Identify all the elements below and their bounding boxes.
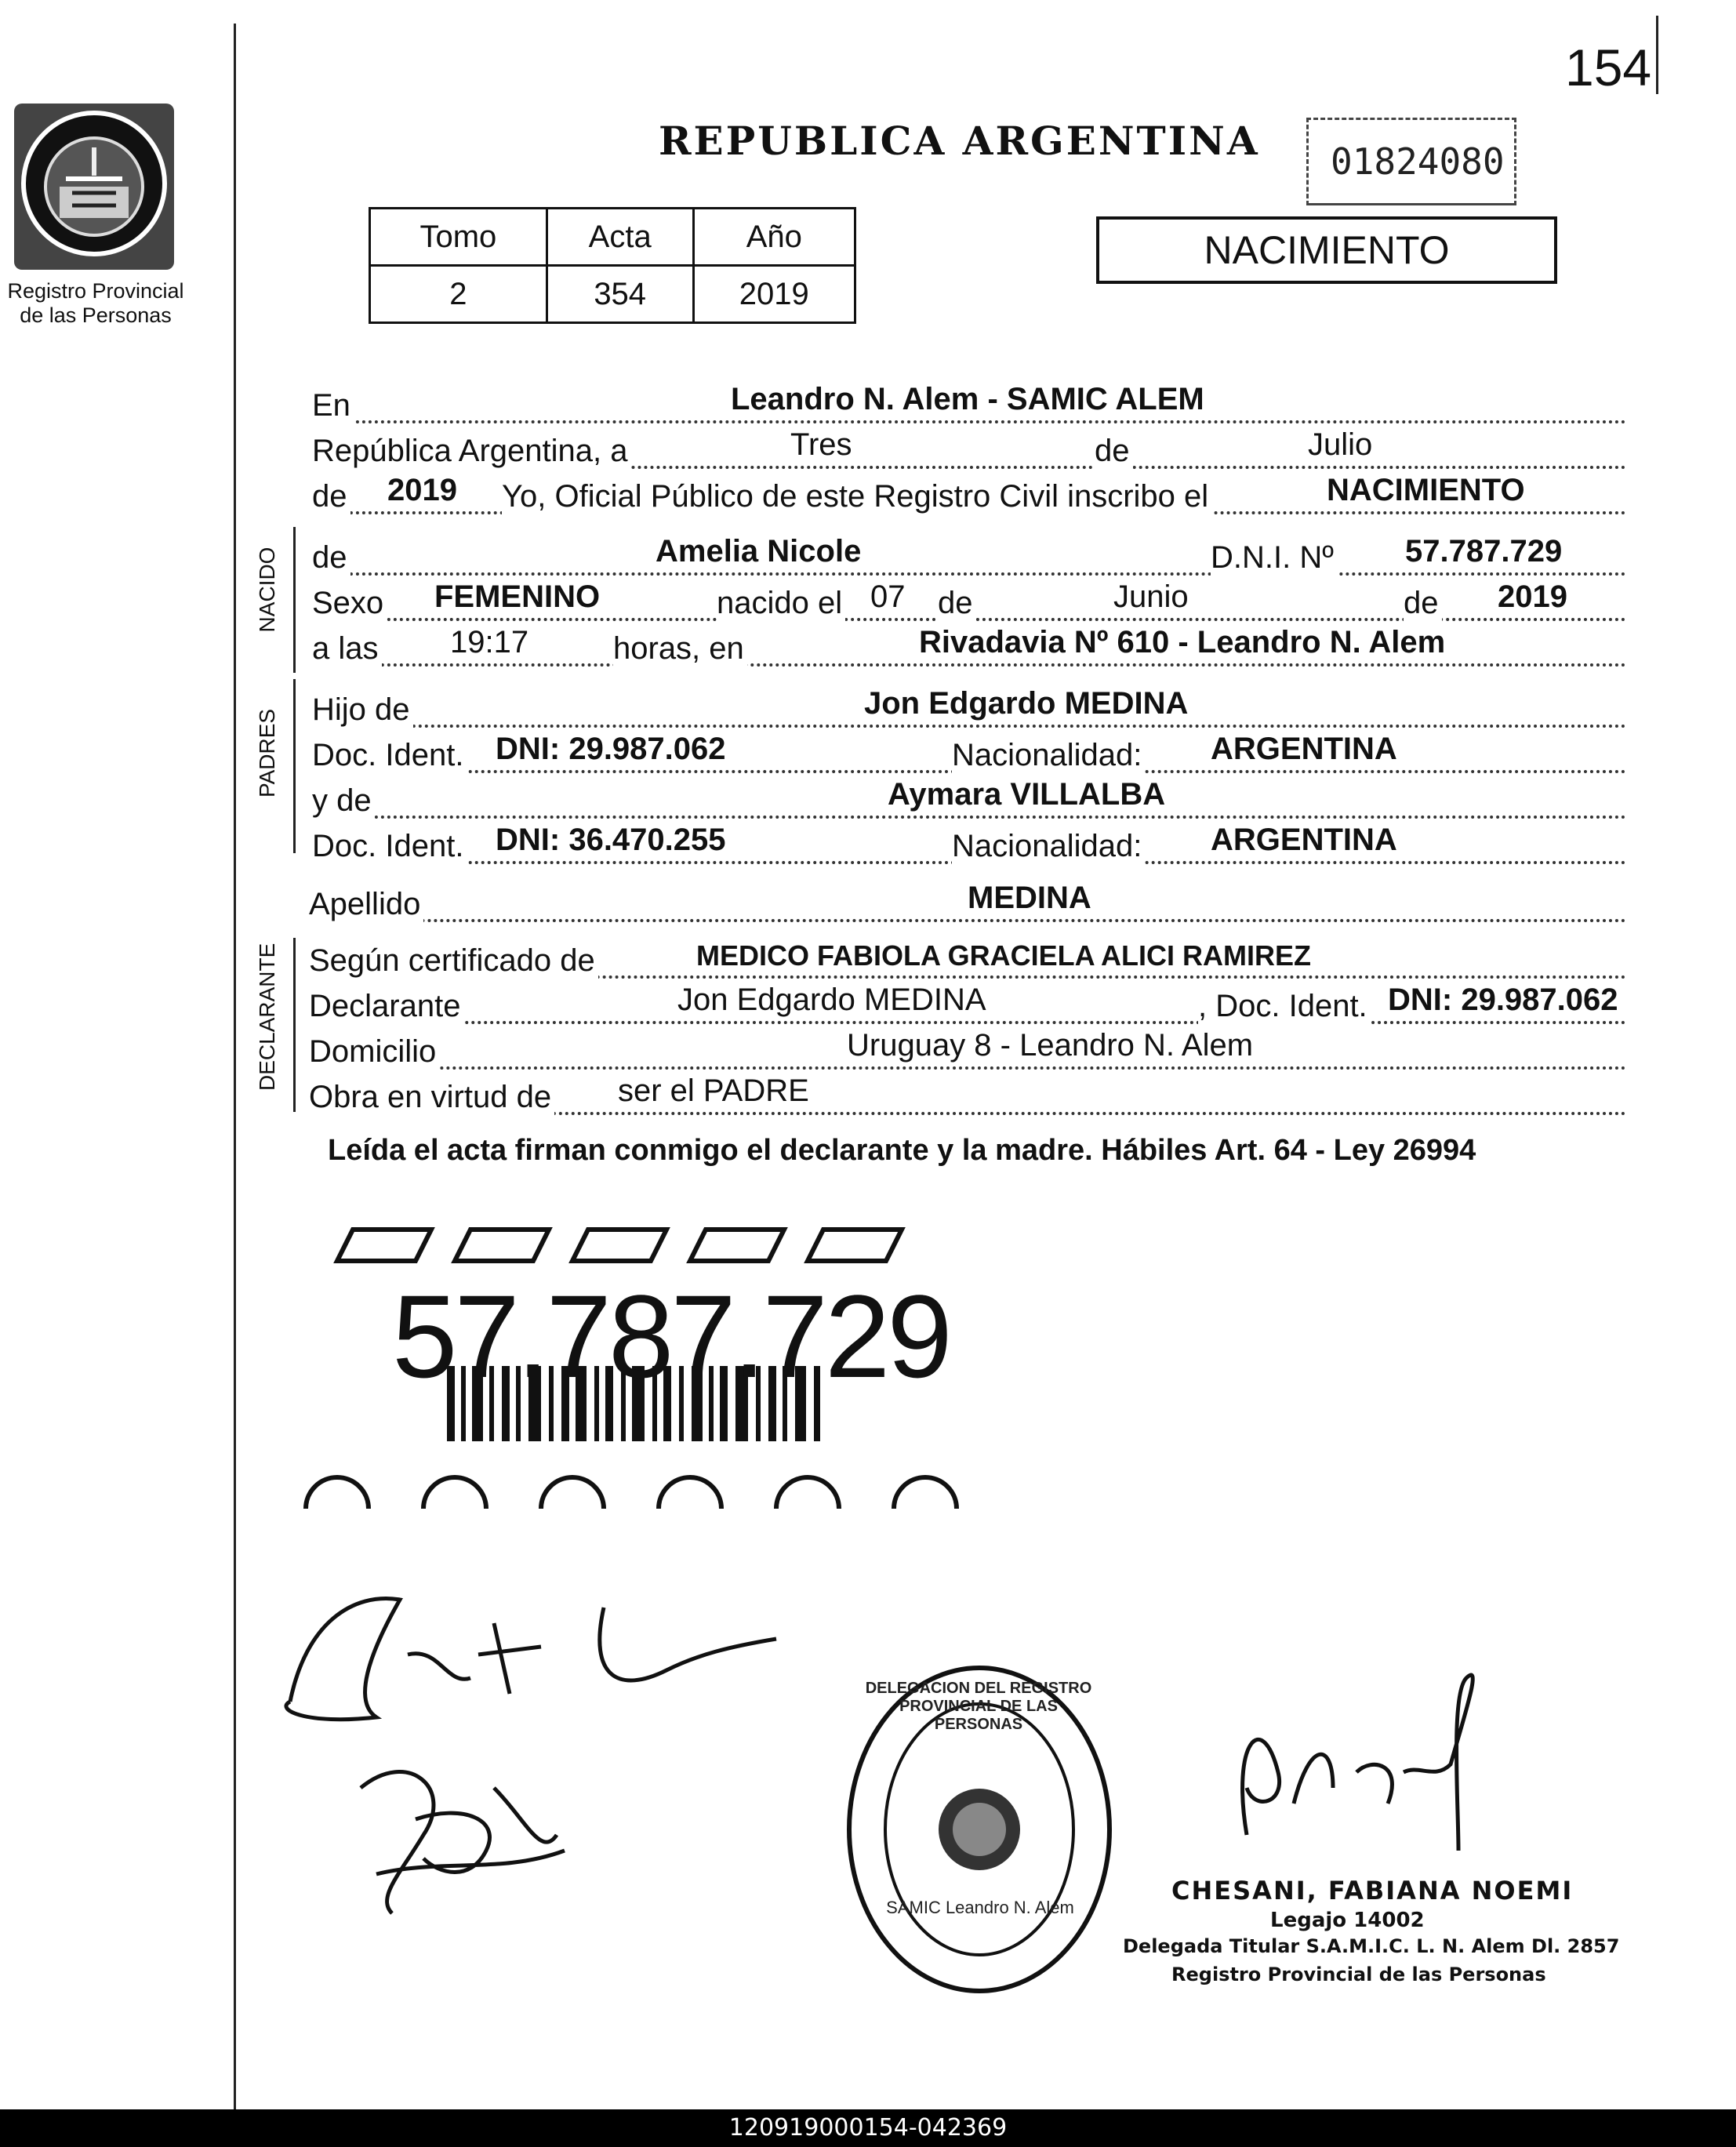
- label-nacido-el: nacido el: [717, 586, 845, 621]
- side-label-padres: PADRES: [255, 708, 279, 797]
- value-certificado: MEDICO FABIOLA GRACIELA ALICI RAMIREZ: [696, 939, 1311, 972]
- value-sexo: FEMENINO: [434, 579, 601, 614]
- value-declarante: Jon Edgardo MEDINA: [677, 983, 986, 1017]
- label-dni: D.N.I. Nº: [1211, 540, 1337, 576]
- right-edge-line: [1656, 16, 1658, 94]
- table-header-tomo: Tomo: [370, 209, 547, 266]
- label-apellido: Apellido: [309, 887, 423, 922]
- value-dni: 57.787.729: [1405, 534, 1563, 569]
- registry-line-2: de las Personas: [20, 303, 172, 327]
- label-declarante: Declarante: [309, 989, 463, 1024]
- official-cargo: Delegada Titular S.A.M.I.C. L. N. Alem Dl. 2857: [1123, 1935, 1620, 1957]
- value-tipo-inscripcion: NACIMIENTO: [1327, 473, 1525, 507]
- label-republica: República Argentina, a: [312, 434, 631, 469]
- table-row: [370, 209, 855, 266]
- provincial-emblem-icon: [11, 100, 177, 273]
- label-domicilio: Domicilio: [309, 1034, 439, 1070]
- side-label-declarante: DECLARANTE: [255, 943, 279, 1091]
- official-name: CHESANI, FABIANA NOEMI: [1171, 1876, 1574, 1905]
- value-mes-nac: Junio: [1113, 579, 1189, 614]
- act-type-box: NACIMIENTO: [1096, 216, 1557, 284]
- row-madre-doc: [312, 823, 1626, 864]
- value-apellido: MEDINA: [968, 881, 1091, 915]
- label-nacionalidad-madre: Nacionalidad:: [952, 829, 1145, 864]
- row-domicilio: [309, 1029, 1626, 1070]
- row-sexo: [312, 580, 1626, 621]
- register-table: [369, 207, 856, 324]
- closing-note: Leída el acta firman conmigo el declarante y la madre. Hábiles Art. 64 - Ley 26994: [328, 1134, 1476, 1167]
- label-en: En: [312, 388, 354, 423]
- label-horas-en: horas, en: [613, 631, 747, 667]
- label-a-las: a las: [312, 631, 382, 667]
- nacido-bracket: [293, 527, 296, 673]
- label-de-mes: de: [1095, 434, 1133, 469]
- value-mes-registro: Julio: [1308, 427, 1373, 462]
- page-title: REPUBLICA ARGENTINA: [659, 118, 1260, 164]
- value-lugar-nac: Rivadavia Nº 610 - Leandro N. Alem: [919, 625, 1446, 659]
- page-number: 154: [1565, 38, 1652, 96]
- registry-caption: [0, 279, 191, 328]
- label-de-anio-nac: de: [1404, 586, 1442, 621]
- value-madre-doc: DNI: 36.470.255: [496, 823, 726, 857]
- label-de-nombre: de: [312, 540, 350, 576]
- official-registro: Registro Provincial de las Personas: [1171, 1964, 1546, 1985]
- signature-declarante-icon: [259, 1560, 808, 1741]
- label-obra-en-virtud: Obra en virtud de: [309, 1080, 554, 1115]
- row-lugar: [312, 383, 1626, 423]
- row-nombre: [312, 535, 1626, 576]
- serial-number: 01824080: [1331, 140, 1505, 183]
- value-madre-nac: ARGENTINA: [1211, 823, 1397, 857]
- value-declarante-doc: DNI: 29.987.062: [1388, 983, 1618, 1017]
- label-de-mes-nac: de: [938, 586, 976, 621]
- label-doc-ident-padre: Doc. Ident.: [312, 738, 467, 773]
- label-sexo: Sexo: [312, 586, 387, 621]
- seal-text: DELEGACION DEL REGISTRO PROVINCIAL DE LAS PERSONAS: [865, 1680, 1092, 1733]
- row-apellido: [309, 881, 1626, 922]
- value-padre-doc: DNI: 29.987.062: [496, 732, 726, 766]
- row-hora: [312, 626, 1626, 667]
- seal-inner-text: SAMIC Leandro N. Alem: [886, 1898, 1074, 1917]
- value-dia-letras: Tres: [790, 427, 852, 462]
- label-yo-oficial: Yo, Oficial Público de este Registro Civil inscribo el: [502, 479, 1211, 514]
- row-fecha: [312, 428, 1626, 469]
- label-nacionalidad-padre: Nacionalidad:: [952, 738, 1145, 773]
- table-header-acta: Acta: [547, 209, 693, 266]
- row-certificado: [309, 938, 1626, 979]
- table-header-anio: Año: [693, 209, 855, 266]
- official-legajo: Legajo 14002: [1270, 1909, 1425, 1932]
- sticker-bottom-pattern-icon: [298, 1463, 988, 1510]
- signature-madre-icon: [345, 1741, 580, 1929]
- table-value-tomo: 2: [370, 266, 547, 323]
- value-anio-registro: 2019: [387, 473, 457, 507]
- signature-oficial-icon: [1200, 1647, 1513, 1866]
- declarante-bracket: [293, 938, 296, 1112]
- row-madre: [312, 778, 1626, 819]
- margin-line: [234, 24, 236, 2109]
- label-y-de: y de: [312, 783, 375, 819]
- label-hijo-de: Hijo de: [312, 692, 413, 728]
- value-padre-nac: ARGENTINA: [1211, 732, 1397, 766]
- value-anio-nac: 2019: [1498, 579, 1567, 614]
- padres-bracket: [293, 679, 296, 853]
- row-obra: [309, 1074, 1626, 1115]
- row-padre: [312, 687, 1626, 728]
- value-nombre: Amelia Nicole: [656, 534, 862, 569]
- side-label-nacido: NACIDO: [255, 547, 279, 633]
- value-padre: Jon Edgardo MEDINA: [864, 686, 1189, 721]
- value-dia-nac: 07: [870, 579, 906, 614]
- row-declarante: [309, 983, 1626, 1024]
- label-doc-ident-declarante: , Doc. Ident.: [1198, 989, 1371, 1024]
- table-row: [370, 266, 855, 323]
- label-segun-certificado: Según certificado de: [309, 943, 598, 979]
- label-de-anio: de: [312, 479, 350, 514]
- value-obra: ser el PADRE: [618, 1074, 809, 1108]
- value-madre: Aymara VILLALBA: [888, 777, 1166, 812]
- footer-code: 120919000154-042369: [0, 2109, 1736, 2147]
- value-domicilio: Uruguay 8 - Leandro N. Alem: [847, 1028, 1254, 1063]
- table-value-acta: 354: [547, 266, 693, 323]
- value-lugar: Leandro N. Alem - SAMIC ALEM: [731, 382, 1204, 416]
- table-value-anio: 2019: [693, 266, 855, 323]
- sticker-top-pattern-icon: [329, 1222, 957, 1264]
- value-hora: 19:17: [450, 625, 529, 659]
- registry-line-1: Registro Provincial: [7, 279, 184, 303]
- row-inscripcion: [312, 474, 1626, 514]
- serial-box: [1306, 118, 1516, 205]
- label-doc-ident-madre: Doc. Ident.: [312, 829, 467, 864]
- row-padre-doc: [312, 732, 1626, 773]
- dni-sticker-number: 57.787.729: [392, 1270, 950, 1402]
